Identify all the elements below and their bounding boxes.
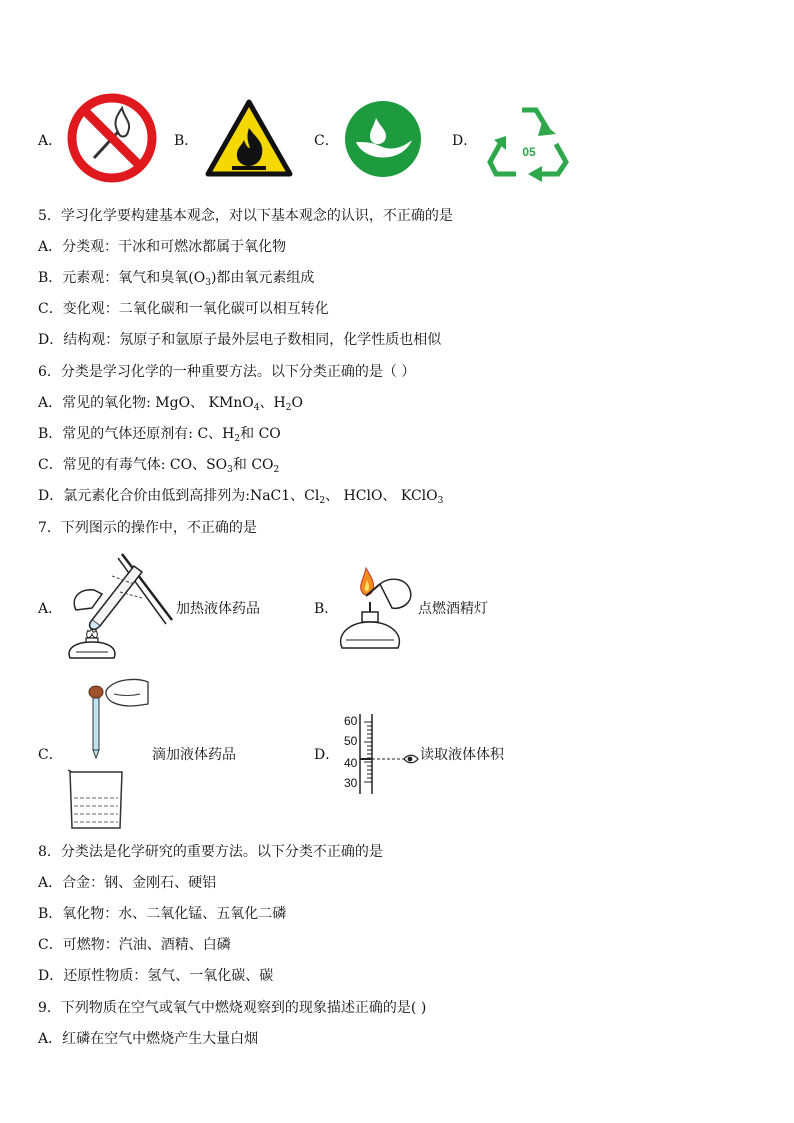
heating-liquid-illustration xyxy=(62,548,177,660)
cylinder-mark-60: 60 xyxy=(344,714,358,728)
q7-option-a-caption: 加热液体药品 xyxy=(176,601,260,617)
q5-option-d: D．结构观：氖原子和氩原子最外层电子数相同，化学性质也相似 xyxy=(38,332,442,348)
q7-option-d-caption: 读取液体体积 xyxy=(420,747,504,763)
cylinder-mark-50: 50 xyxy=(344,734,358,748)
q8-stem: 8．分类法是化学研究的重要方法。以下分类不正确的是 xyxy=(38,844,383,860)
lighting-lamp-illustration xyxy=(336,562,418,652)
q6-option-a: A．常见的氧化物: MgO、 KMnO$_4$、$H_2O$ xyxy=(38,395,303,413)
q6-option-c: C．常见的有毒气体: CO、$SO_3$和 $CO_2$ xyxy=(38,457,280,475)
q5-option-c: C．变化观：二氧化碳和一氧化碳可以相互转化 xyxy=(38,301,329,317)
q6-option-b: B．常见的气体还原剂有: C、$H_2$和 CO xyxy=(38,426,281,444)
q8-option-d: D．还原性物质：氢气、一氧化碳、碳 xyxy=(38,968,274,984)
q7-option-d-label: D． xyxy=(314,747,340,763)
q5-option-b: B．元素观：氧气和臭氧$(O_3)$都由氧元素组成 xyxy=(38,270,315,288)
recycle-icon xyxy=(484,100,574,182)
q4-option-d-label: D． xyxy=(452,133,478,149)
q6-option-d: D．氯元素化合价由低到高排列为:NaC1、$Cl_2$、 HClO、 KClO$_3$ xyxy=(38,488,444,506)
cylinder-mark-40: 40 xyxy=(344,756,358,770)
no-open-flame-icon xyxy=(66,92,158,184)
q7-option-b-label: B． xyxy=(314,601,339,617)
q4-option-b-label: B． xyxy=(174,133,199,149)
q7-stem: 7．下列图示的操作中，不正确的是 xyxy=(38,520,257,536)
q8-option-c: C．可燃物：汽油、酒精、白磷 xyxy=(38,937,231,953)
q6-stem: 6．分类是学习化学的一种重要方法。以下分类正确的是（ ） xyxy=(38,364,416,380)
q8-option-b: B．氧化物：水、二氧化锰、五氧化二磷 xyxy=(38,906,287,922)
q4-option-c-label: C． xyxy=(314,133,339,149)
water-saving-icon xyxy=(344,100,422,178)
flammable-warning-icon xyxy=(204,98,294,178)
recycle-code: 05 xyxy=(522,145,536,159)
q9-option-a: A．红磷在空气中燃烧产生大量白烟 xyxy=(38,1031,259,1047)
q9-stem: 9．下列物质在空气或氧气中燃烧观察到的现象描述正确的是( ) xyxy=(38,1000,427,1016)
q7-option-b-caption: 点燃酒精灯 xyxy=(418,601,488,617)
q5-stem: 5．学习化学要构建基本观念，对以下基本观念的认识，不正确的是 xyxy=(38,208,453,224)
cylinder-mark-30: 30 xyxy=(344,776,358,790)
dropping-liquid-illustration xyxy=(62,674,154,830)
q7-option-a-label: A． xyxy=(38,601,63,617)
q7-option-c-label: C． xyxy=(38,747,63,763)
q5-option-a: A．分类观：干冰和可燃冰都属于氧化物 xyxy=(38,239,287,255)
q8-option-a: A．合金：钢、金刚石、硬铝 xyxy=(38,875,217,891)
q4-option-a-label: A． xyxy=(38,133,63,149)
q7-option-c-caption: 滴加液体药品 xyxy=(152,747,236,763)
